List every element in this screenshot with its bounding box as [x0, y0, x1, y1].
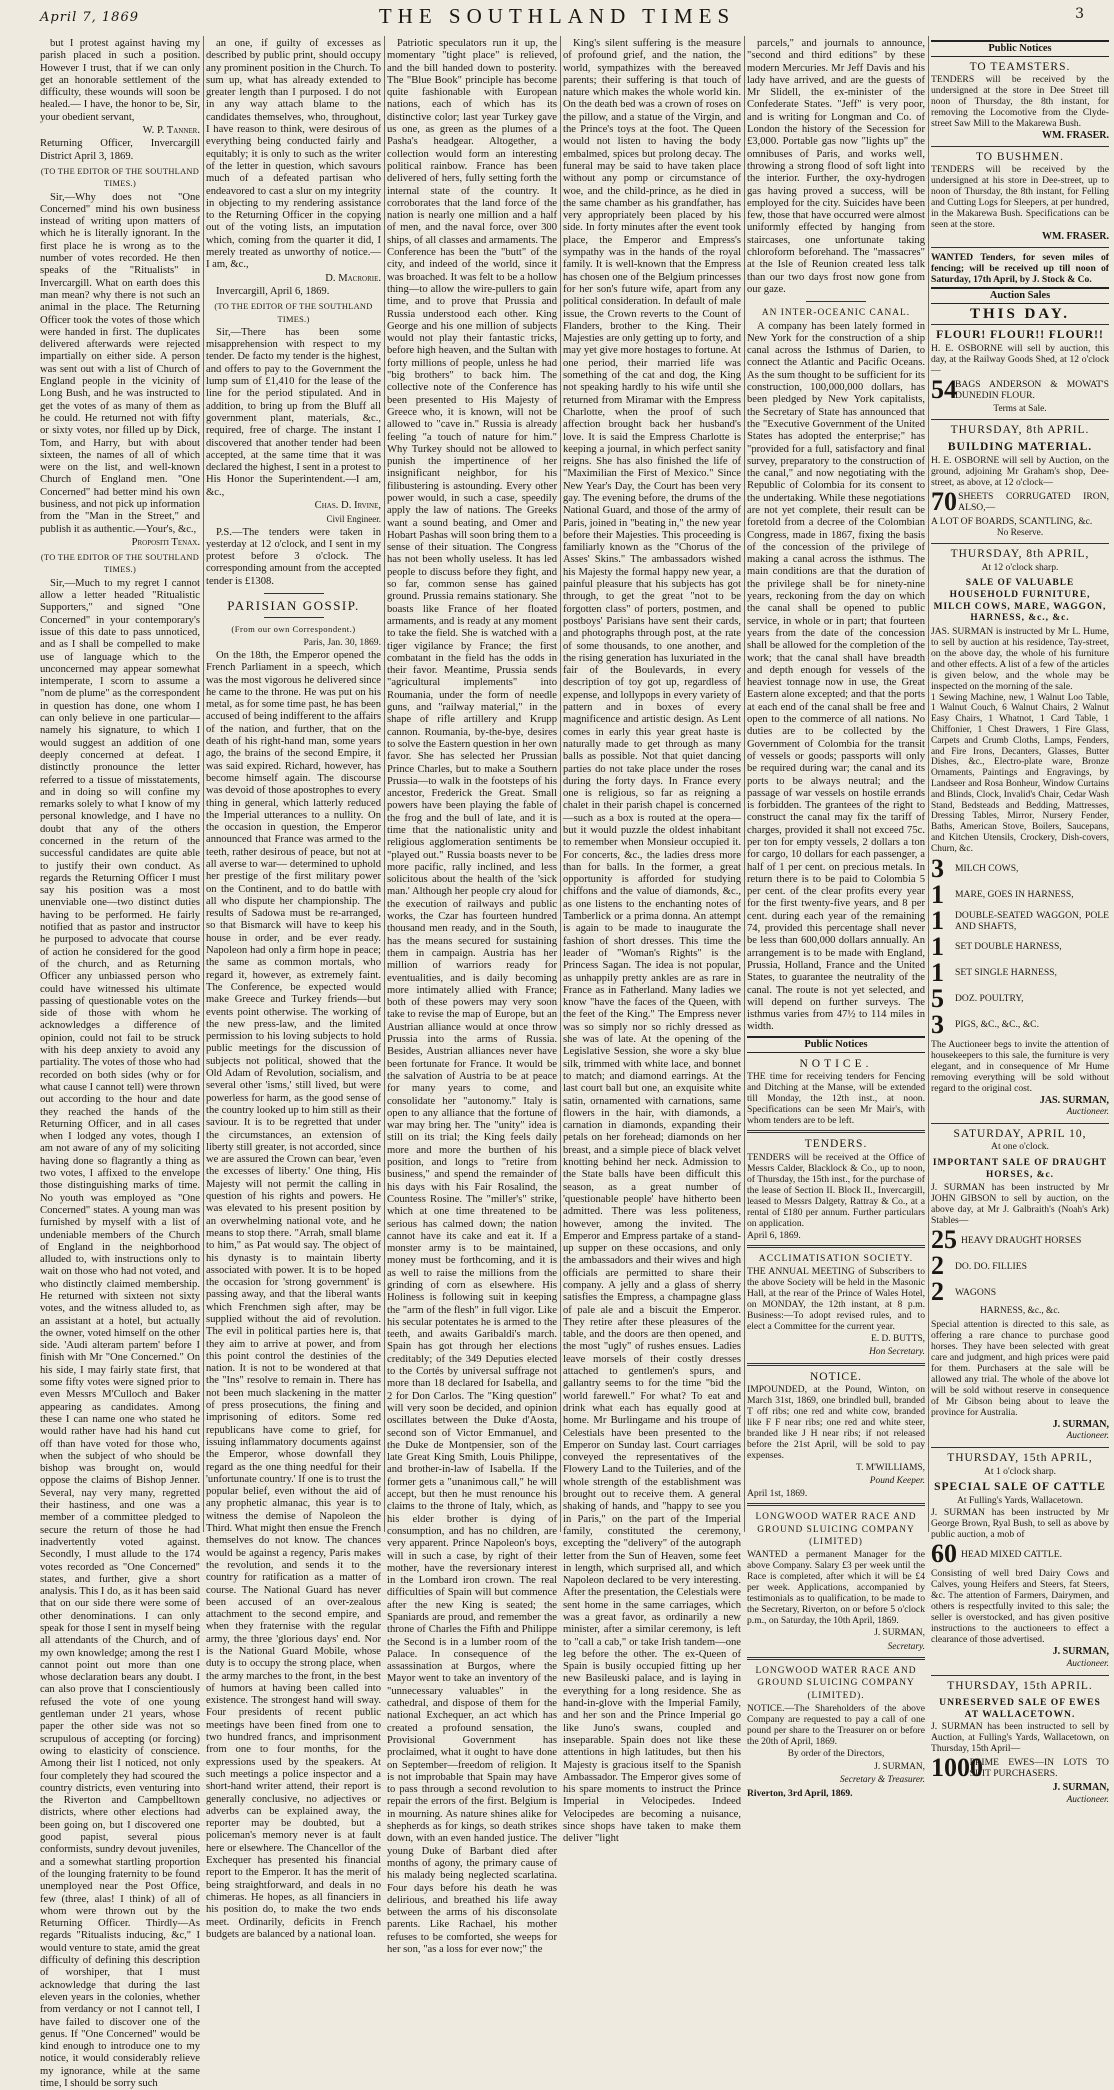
lot-item	[931, 486, 1109, 516]
notice-signature: E. D. BUTTS,	[871, 1333, 925, 1344]
divider	[747, 1657, 925, 1660]
lot-item	[931, 1225, 1109, 1255]
lot-description: WAGONS	[955, 1286, 997, 1298]
ad-title: IMPORTANT SALE OF DRAUGHT HORSES, &c.	[932, 1158, 1108, 1180]
lot-description: SET SINGLE HARNESS,	[955, 967, 1057, 979]
ad-body: H. E. OSBORNE will sell by auction, this day, at the Railway Goods Shed, at 12 o'clock—	[931, 342, 1109, 376]
divider	[806, 301, 866, 302]
lot-quantity: 1	[931, 905, 944, 935]
lot-description: MARE, GOES IN HARNESS,	[955, 889, 1074, 901]
column-4	[563, 38, 741, 1845]
notice-title: NOTICE.	[809, 1370, 863, 1383]
notice-signature: T. M'WILLIAMS,	[856, 1462, 925, 1473]
lot-item	[931, 931, 1109, 961]
lot-description: SET DOUBLE HARNESS,	[955, 941, 1062, 953]
lot-description: SHEETS CORRUGATED IRON, ALSO,—	[958, 490, 1109, 513]
divider	[747, 1245, 925, 1248]
notice-signature-title: Secretary & Treasurer.	[839, 1775, 925, 1786]
letter-body: Sir,—Why does not "One Concerned" mind his own business instead of writing upon matters of which he is literally ignorant. In the first place he is wrong as to the number of votes recorded. He then speaks of the "Ritualists" in Invercargill. What on earth does this man mean? why there is not such an animal in the place. The Returning Officer took the votes of those which were handed in first. The duplicates delivered afterwards were rejected impartially on either side. A person was sent out with a list of Church of England people in the vicinity of Long Bush, and he was instructed to get the votes of as many of them as he could. He returned not with fifty or sixty votes, nor filled up by Dick, Tom, and Harry, but with about sixteen, the names of all of which were on the list, and well-known Church of England men. "One Concerned" had better mind his own business, and not pick up information from the "Man in the Street," and publish it as authentic.—Your's, &c.,	[40, 191, 200, 535]
notice-body: NOTICE.—The Shareholders of the above Company are requested to pay a call of one pound per share to the Treasurer on or before the 20th of April, 1869.	[747, 1702, 925, 1747]
notice-title: NOTICE.	[799, 1058, 873, 1071]
lot-item	[931, 879, 1109, 909]
lot-item	[931, 905, 1109, 935]
notice-signature-title: Secretary.	[887, 1641, 925, 1652]
ad-signature: JAS. SURMAN,	[1039, 1094, 1109, 1106]
ad-title: BUILDING MATERIAL.	[947, 440, 1093, 453]
notice-title: LONGWOOD WATER RACE AND GROUND SLUICING COMPANY (LIMITED).	[755, 1665, 917, 1701]
ad-signature: WM. FRASER.	[1042, 130, 1109, 142]
divider	[931, 419, 1109, 420]
lot-quantity: 3	[931, 853, 944, 883]
newspaper-title: THE SOUTHLAND TIMES	[378, 4, 736, 28]
letter-signature-title: Civil Engineer.	[326, 514, 381, 525]
ad-title: TO BUSHMEN.	[975, 150, 1065, 163]
divider	[931, 324, 1109, 325]
column-rule	[203, 36, 204, 1532]
ad-body: J. SURMAN has been instructed by Mr George Brown, Ryal Bush, to sell as above by public auction, a mob of	[931, 1507, 1109, 1541]
divider	[931, 1675, 1109, 1676]
ad-body: Consisting of well bred Dairy Cows and Calves, young Heifers and Steers, fat Steers, &c. The attention of Farmers, Dairymen, and others is respectfully invited to this sale; the seller is overstocked, and has given positive instructions to the auctioneers to effect a clearance of those advertised.	[931, 1568, 1109, 1646]
section-header-public-notices: Public Notices	[931, 40, 1109, 57]
divider	[264, 593, 324, 594]
letter-dateline: Invercargill, April 6, 1869.	[216, 285, 330, 297]
letter-ending: but I protest against having my parish placed in such a position. However I trust, that if we can only get an honorable settlement of the difficulty, these wounds will soon be healed.— I have, the honor to be, Sir, your obedient servant,	[40, 38, 200, 123]
letter-signature: Propositi Tenax.	[131, 536, 200, 548]
lot-description: HEAVY DRAUGHT HORSES	[961, 1234, 1082, 1246]
lot-item	[931, 1009, 1109, 1039]
notice-body: WANTED a permanent Manager for the above Company. Salary £3 per week until the Race is completed, after which it will be £4 per week. Applications, accompanied by testimonials as to qualification, to be made to the Secretary, Riverton, on or before 5 o'clock p.m., on Saturday, the 10th April, 1869.	[747, 1549, 925, 1627]
column-rule	[384, 36, 385, 1532]
ad-body: Special attention is directed to this sale, as offering a rare chance to purchase good horses. They have been selected with great care and judgment, and high prices were paid for them. Purchasers at the sale will be allowed any trial. The whole of the above lot will be sold without reserve in consequence of Mr Gibson being about to leave the province for Australia.	[931, 1318, 1109, 1418]
lot-description: HEAD MIXED CATTLE.	[961, 1548, 1062, 1560]
ad-title: SALE OF VALUABLE HOUSEHOLD FURNITURE, MILCH COWS, MARE, WAGGON, HARNESS, &c., &c.	[933, 578, 1107, 624]
notice-date: April 6, 1869.	[747, 1229, 801, 1241]
ad-body: H. E. OSBORNE will sell by Auction, on the ground, adjoining Mr Graham's shop, Dee-street, as above, at 12 o'clock—	[931, 454, 1109, 488]
lot-item	[931, 1539, 1109, 1569]
letter-body: Sir,—Much to my regret I cannot allow a letter headed "Ritualistic Supporters," and signed "One Concerned" in your contemporary's issue of this date to pass unnoticed, and as I shall be compelled to make use of language which to the unconcerned may appear somewhat intemperate, I scorn to assume a "nom de plume" as the correspondent in question has done, one whom I can only believe in one particular—namely his signature, to which I would suggest an addition of one deeply concerned at defeat. I distinctly pronounce the letter referred to a tissue of misstatements, and in doing so will confine my remarks solely to what I know of my personal knowledge, and I have no doubt that any of the others concerned in the return of the successful candidates are quite able to justify their own conduct. As regards the Returning Officer I must say his position was a most unenviable one—two distinct duties having to be performed. He fairly notified that as pastor and instructor he purposed to advocate that course of action he considered for the good of the church, and as Returning Officer any unbiassed person who could have witnessed his ultimate passing of questionable votes on the side of those with whom he acknowledges a difference of opinion, could not fail to be struck with his deep anxiety to avoid any partiality. The votes of those who had recorded on both sides (why or for what cause I cannot tell) were thrown out according to the hour and date they reached the hands of the Returning Officer, and in all cases when I lodged any votes, though I am not aware of any of my soliciting having done so flagrantly a thing as two votes, I affixed to the envelope those distinguishing marks of time. No youth was employed as "One Concerned" states. A young man was furnished by myself with a list of undeniable members of the Church of England in the neighborhood alluded to, with instructions only to wait on those who had not voted, and who distinctly claimed membership. He returned with sixteen not sixty votes, and the witness alluded to, as an assistant at a hotel, but actually the owner, voted himself on the other side. 'Audi alteram partem' before I finish with Mr "One Concerned." On his side, I may fairly state first, that some fifty votes were signed prior to even Messrs M'Culloch and Baker appearing as candidates. Among these I can name one who stated he would rather have had his hand cut off than have voted for those who, when the subject of who should be bishop was brought on, would oppose the claims of Bishop Jenner. Several, nay very many, regretted their hastiness, and one was a member of a committee pledged to secure the return of those he had inadvertently voted against. Secondly, I must allude to the 174 votes recorded as "One Concerned" states, and further, give a short analysis. This I do, as it has been said that on our side there were some of other denominations. I can only speak for those I sent in myself being all attendants of the Church, and of my own knowledge; among the rest I cannot point out more than one whose declaration bears any doubt. I can also prove that I conscientiously refused the vote of one young gentleman under 21 years, whose paper the other side was not so scrupulous of accepting (or forcing) owing to elasticity of conscience. Among their list I noticed, not only four completely they had scoured the country districts, even venturing into the Riverton and Campbelltown districts, where other elections had been going on, but I discovered one good papist, several pious conformists, sundry devout juveniles, and a somewhat startling proportion of the lounging fraternity to be found unemployed near the Post Office, few (three, alas! I think) of all of whom were thrown out by the Returning Officer. Thirdly—As regards "Ritualists inducing, &c," I would venture to state, amid the great difficulty of defining this description of worshiper, that I must acknowledge that during the last eleven years in the colonies, whether from verdancy or not I cannot tell, I have failed to discover one of the genus. If "One Concerned" would be kind enough to introduce one to my notice, it would considerably relieve my ignorance, while at the same time, I should be sorry such	[40, 577, 200, 2089]
section-header-public-notices: Public Notices	[747, 1036, 925, 1053]
ad-body: The Auctioneer begs to invite the attention of housekeepers to this sale, the furniture is very elegant, and in consequence of Mr Hume removing everything will be sold without regard to the original cost.	[931, 1038, 1109, 1094]
lot-item	[931, 1277, 1109, 1307]
ad-title: FLOUR! FLOUR!! FLOUR!!	[936, 329, 1104, 342]
lot-quantity: 1000	[931, 1753, 983, 1783]
notice-date: April 1st, 1869.	[747, 1488, 808, 1500]
ad-body: J. SURMAN has been instructed to sell by Auction, at Fulling's Yards, Wallacetown, on Thursday, 15th April—	[931, 1721, 1109, 1755]
column-5	[747, 38, 925, 1799]
postscript: P.S.—The tenders were taken in yesterday at 12 o'clock, and I sent in my protest before 3 o'clock. The corresponding amount from the accepted tender is £1308.	[206, 526, 381, 587]
lot-description: PIGS, &C., &C., &C.	[955, 1019, 1039, 1031]
lot-quantity: 2	[931, 1251, 944, 1281]
ad-title: THURSDAY, 8th APRIL,	[950, 548, 1090, 561]
divider	[931, 543, 1109, 544]
lot-description: A LOT OF BOARDS, SCANTLING, &c.	[931, 515, 1093, 527]
column-rule	[744, 36, 745, 1532]
notice-date: Riverton, 3rd April, 1869.	[747, 1787, 853, 1799]
lot-item	[931, 957, 1109, 987]
notice-signature: J. SURMAN,	[874, 1762, 925, 1773]
article-byline: (From our own Correspondent.)	[231, 624, 356, 635]
divider	[747, 1363, 925, 1366]
divider	[931, 146, 1109, 147]
column-2	[206, 38, 381, 1940]
lot-quantity: 54	[931, 374, 957, 404]
ad-body: TENDERS will be received by the undersigned at the store in Dee Street till noon of Thursday, the 8th instant, for removing the Locomotive from the Clyde-street Saw Mill to the Makarewa Bush.	[931, 74, 1109, 130]
page-number: 3	[1075, 6, 1084, 22]
notice-order: By order of the Directors,	[787, 1748, 885, 1759]
lot-description: HARNESS, &c., &c.	[980, 1306, 1060, 1317]
ad-title: THURSDAY, 15th APRIL,	[947, 1451, 1093, 1464]
lot-item	[931, 1251, 1109, 1281]
letter-signature-title: Returning Officer, Invercargill District April 3, 1869.	[40, 138, 200, 162]
sale-terms: Terms at Sale.	[993, 403, 1047, 414]
lot-item	[931, 1753, 1109, 1783]
lot-description: BAGS ANDERSON & MOWAT'S DUNEDIN FLOUR.	[955, 378, 1109, 401]
lot-item	[931, 853, 1109, 883]
notice-title: LONGWOOD WATER RACE AND GROUND SLUICING COMPANY (LIMITED)	[755, 1512, 917, 1548]
lot-quantity: 3	[931, 1009, 944, 1039]
section-header-auction-sales: Auction Sales	[931, 287, 1109, 304]
lot-quantity: 25	[931, 1225, 957, 1255]
ad-time: At 1 o'clock sharp.	[983, 1465, 1057, 1477]
column-6	[931, 38, 1109, 1805]
ad-signature: J. SURMAN,	[1052, 1782, 1109, 1794]
sale-terms: No Reserve.	[996, 527, 1044, 538]
lot-quantity: 1	[931, 931, 944, 961]
lot-description: MILCH COWS,	[955, 863, 1019, 875]
notice-body: IMPOUNDED, at the Pound, Winton, on March 31st, 1869, one brindled bull, branded T off ribs; one red and white cow, branded like F F near ribs; one red and white steer, branded like J H near ribs; if not released before the 21st April, will be sold to pay expenses.	[747, 1383, 925, 1461]
article-body: Patriotic speculators run it up, the momentary "tight place" is relieved, and the bill handed down to posterity. The "Blue Book" principle has become quite fashionable with European nations, each of which has its distinctive color; last year Turkey gave us one, as green as the plumes of a Pasha's headgear. Altogether, a collection would form an interesting political rainbow. France has been delivered of hers, fully setting forth the internal state of the country. It corroborates that the land force of the nation is nearly one million and a half of men, and the naval force, over 300 ships, of all classes and armaments. The Conference has been the "butt" of the city, and indeed of the world, since it was broached. It was felt to be a hollow thing—to allow the wire-pullers to gain time, and to prove that Prussia and Russia understood each other. King George and his one million of subjects would not play their fantastic tricks, before high heaven, and the Sultan with forty millions of people, unless he had "big brothers" to back him. The collective note of the Conference has been presented to His Majesty of Greece who, it is known, will not be allowed to "cave in." Russia is already feeling "a touch of nature for him." Why Turkey should not be allowed to punish the impertinence of her insignificant neighbor, for his filibustering is astounding. Every other power would, in such a case, speedily apply the law of nations. The Greeks want a sound beating, and Omer and Hobart Pashas will soon bring them to a sense of their situation. The Congress has not been wholly useless. It has led people to discuss before they fight, and so far, common sense has gained ground. Prussia remains stationary. She boasts like France of her floated armaments, and is ready at any moment to take the field. She is watched with a tiger vigilance by France; the first combatant in the field has the odds in their favor. Meantime, Prussia sends "agricultural implements" into Roumania, under the form of needle guns, and "railway material," in the shape of rifle artillery and Krupp cannon. Roumania, by-the-bye, desires to solve the Eastern question in her own favor. She has selected her Prussian Prince Charles, but to make a Southern Prussia—to walk in the footsteps of his ancestor, Frederick the Great. Small powers have been playing the fable of the frog and the bull of late, and it is time that the nationalistic unity and religious agglomeration sentiments be "played out." Russia boasts never to be more pacific, rally inclined, and less solicitous about the health of the 'sick man.' Although her people cry aloud for the execution of railways and public works, the Czar has fourteen hundred thousand men ready, and in the South, has the means secured for sustaining them in campaign. Austria has her million of warriors ready for eventualities, and is daily becoming more intimately allied with France; both of these powers may very soon take to revise the map of Europe, but an Austrian alliance would at once throw Prussia into the arms of Russia. Besides, Austrian alliances never have been fortunate for France. It would be the salvation of Austria to be at peace for many years to come, and consolidate her "autonomy." Italy is open to any alliance that the fortune of war may bring her. The "unity" idea is still on its trial; the King feels daily more and more the burthen of his position, and longs to "retire from business," and spend the remainder of his days with his Fair Rosalind, the Countess Rosine. The "miller's" strike, which at one time threatened to be serious has calmed down; the nation cannot have its cake and eat it. If a monster army is to be maintained, money must be forthcoming, and it is as well to raise the millions from the grinding of corn as elsewhere. His Holiness is following suit in keeping the "arm of the flesh" in full vigor. Like his secular potentates he is armed to the teeth, and awaits Garibaldi's march. Spain has got through her elections creditably; of the 349 Deputies elected to the Cortés by universal suffrage not more than 18 declared for Isabella, and 2 for Don Carlos. The "King question" will very soon be decided, and opinion oscillates between the Duke d'Aosta, second son of Victor Emmanuel, and the Duke de Montpensier, son of the late Great King Smith, Louis Philippe, and brother-in-law of Isabella. If the former gets a "unanimous call," he will accept, but then he must renounce his claims to the throne of Italy, which, as his elder brother is dying of consumption, and has no children, are very apparent. Prince Napoleon's boys, will in such a case, by right of their mother, have the reversionary interest in the Lombard iron crown. The real difficulties of Spain will but commence after the new King is seated; the Spaniards are proud, and remember the throne of Charles the Fifth and Philippe the Second is in a lumber room of the Palace. In consequence of the assassination at Burgos, where the Mayor went to take an inventory of the "unnecessary valuables" in the cathedral, and dispose of them for the national Exchequer, an act which has created a profound sensation, the Provisional Government has proclaimed, what it ought to have done on September—freedom of religion. It is not improbable that Spain may have to pass through a second revolution to repair the errors of the first. Belgium is in mourning. As nature shines alike for shepherds as for kings, so death strikes down, with an even handed justice. The young Duke of Barbant died after months of agony, the primary cause of his malady being neglected scarlatina. Four days before his death he was delirious, and breathed his life away between the arms of his disconsolate parents. Like Rachael, his mother refuses to be comforted, she weeps for her son, "as a loss for ever now;" the	[387, 38, 557, 1956]
issue-date: April 7, 1869	[40, 10, 139, 25]
ad-signature: J. SURMAN,	[1052, 1418, 1109, 1430]
notice-body: TENDERS will be received at the Office of Messrs Calder, Blacklock & Co., up to noon, of Thursday, the 15th inst., for the purchase of the lease of Section II. Block II., Invercargill, leased to Messrs Dalgety, Rattray & Co., at a rental of £180 per annum. Further particulars on application.	[747, 1151, 925, 1229]
ad-title: TO TEAMSTERS.	[969, 60, 1071, 73]
article-headline: AN INTER-OCEANIC CANAL.	[761, 308, 911, 319]
divider	[931, 1123, 1109, 1124]
notice-signature-title: Pound Keeper.	[869, 1476, 925, 1487]
article-headline: PARISIAN GOSSIP.	[227, 598, 360, 614]
lot-quantity: 1	[931, 957, 944, 987]
lot-quantity: 1	[931, 879, 944, 909]
ad-signature-title: Auctioneer.	[1066, 1431, 1109, 1442]
ad-title: UNRESERVED SALE OF EWES AT WALLACETOWN.	[939, 1697, 1101, 1720]
article-body: parcels," and journals to announce, "second and third editions" by these modern Mercuries. Mr Jeff Davis and his lady have arrived, and are the guests of Mr Slidell, the ex-minister of the Confederate States. "Jeff" is very poor, and is writing for Longman and Co. of London the history of the Secession for £3,000. Portable gas now "lights up" the omnibuses of Paris, and works well, throwing a strong flood of soft light into the interior. Further, the oxy-hydrogen gas having proved a success, will be employed for the city. Suicides have been few, those that have occurred were almost uniformly effected by hanging from staircases, one unfortunate taking chloroform beforehand. The "massacres" at the Isle of Reunion created less talk than our two days frost now gone from our gaze.	[747, 38, 925, 295]
lot-quantity: 70	[931, 486, 957, 516]
lot-description: DO. DO. FILLIES	[955, 1260, 1027, 1272]
lot-quantity: 60	[931, 1539, 957, 1569]
ad-title: THURSDAY, 15th APRIL.	[947, 1679, 1093, 1692]
letter-signature: Chas. D. Irvine,	[314, 499, 381, 511]
masthead	[0, 0, 1114, 40]
article-dateline: Paris, Jan. 30, 1869.	[303, 636, 381, 648]
ad-title: THIS DAY.	[969, 305, 1071, 322]
article-body: King's silent suffering is the measure of profound grief, and the nation, the world, sympathizes with the bereaved parents; their suffering is that touch of nature which makes the whole world kin. On the death bed was a crown of roses on the pillow, and a statue of the Virgin, and the Prince's toys at the foot. The Queen would not listen to having the body embalmed, spices but prolong decay. The funeral may be said to have taken place without any pomp or circumstance of woe, and the child-prince, as he died in the same chamber as his grandfather, has very appropriately been placed by his side. In forty minutes after the event took place, the Emperor and Empress's sympathy was in the hands of the royal family. It is well-known that the Empress has chosen one of the Belgium princesses for her son's future wife, apart from any political consideration. In default of male issue, the Crown reverts to the Count of Flanders, brother to the King. Their Majesties are only getting up to forty, and may yet give more hostages to fortune. At one period, their married life was something of the cat and dog, the King not speaking hardly to his wife until she returned from Miramar with the Empress Charlotte, when the proof of such affection brought back her husband's love. It is said the Empress Charlotte is keeping a journal, in which perfect sanity reigns. She has also finished the life of "Maximilian the First of Mexico." Since New Year's Day, the Court has been very gay. The evening before, the drums of the National Guard, and those of the army of Paris, joined in "beating in," the new year before their Majesties. This proceeding is familiarly known as the "Chorus of the Asses' Skins." The ambassadors wished his Majesty the formal happy new year, a painful pleasure that his subjects has got through, to get the great "not to be forgotten class" of porters, postmen, and postboys' Parisians have sent their cards, and photographs through post, at the rate of some thousands, to one another, and the rising generation has luxuriated in the fair of the Boulevards, in every description of toy got up, regardless of expense, and lollypops in every variety of pattern and in boxes of every magnificence and artistic design. As Lent comes in early this year great haste is naturally made to get through as many balls as possible. Not that quiet dancing parties do not take place under the roses during the forty days. In France every one is religious, so far as reigning a chalet in their parish chapel is concerned—such as a box is routed at the opera—but it would puzzle the oldest inhabitant to remember when Monsieur occupied it. For concerts, &c., the ladies dress more than for balls. In the former, a great opportunity is afforded for studying chiffons and the value of diamonds, &c., as one listens to the enchanting notes of Tamberlick or a prima donna. An attempt is again to be made to inaugurate the fashion of short dresses. This time the leader of "Woman's Rights" is the Princess Sagan. The idea is not popular, as unhappily pretty ankles are as rare in France as in Fatherland. Many ladies we know "have the faces of the Queen, with the feet of the King." The Empress never was so simply nor so richly dressed as she was of late. At the opening of the Legislative Session, she wore a sky blue silk, trimmed with white lace, and bonnet to match; and diamond earrings. At the last court ball but one, an exquisite white satin, ornamented with carnations, same flowers in the hair, with diamonds, a carnation in diamonds, expanding their petals on her forehead; diamonds on her breast, and a simple piece of black velvet knotting behind her neck. Admission to the State balls have been difficult this season, as a great number of 'questionable people' have hitherto been admitted. There was less politeness, however, among the invited. The Emperor and Empress partake of a stand-up supper on these occasions, and only the ambassadors and their wives and high officials are permitted to share their company. A jelly and a glass of sherry satisfies the Empress, a champagne glass of pale ale and a biscuit the Emperor. They retire after these pleasures of the table, and the doors are then opened, and the most "ugly" of rushes ensues. Ladies leave morsels of their costly dresses attached to gentlemen's spurs, and gallantry seems to for the time "bid the world farewell." For what? To eat and drink what each has equally good at home. Mr Burlingame and his troupe of Celestials have been presented to the Emperor on Sunday last. Court carriages conveyed the representatives of the Flowery Land to the Tuileries, and of the whole strength of the establishment was brought out to receive them. A general shaking of hands, and "happy to see you in Paris," on the part of the Imperial family, constituted the ceremony, excepting the "delivery" of the autograph letter from the Sun of Heaven, some feet in length, which surprised all, and which Napoleon declared to be very interesting. After the presentation, the Celestials were sent home in the same carriages, which was a great favor, as ordinarily a new minister, after a similar ceremony, is left to "call a cab," or take Irish tandem—one leg before the other. The ex-Queen of Spain is busily occupied fitting up her new Basileuski palace, and is laying in everything for a long residence. She as hand-in-glove with the Imperial Family, and her son and the Prince Imperial go like Juno's swans, coupled and inseparable. Spain does not like these attentions in high latitudes, but then his Majesty is gracious itself to the Spanish Ambassador. The Emperor gives some of his spare moments to instruct the Prince Imperial in Velocipedes. Indeed Velocipedes are becoming a nuisance, since shops have taken to make them deliver "light	[563, 38, 741, 1845]
letter-heading: (TO THE EDITOR OF THE SOUTHLAND TIMES.)	[214, 302, 373, 324]
ad-body: TENDERS will be received by the undersigned at his store in Dee-street, up to noon of Thursday, the 8th instant, for Felling and Cutting Logs for Sleepers, at per hundred, in the Makarewa Bush. Specifications can be seen at the store.	[931, 164, 1109, 231]
notice-body: THE time for receiving tenders for Fencing and Ditching at the Manse, will be extended till Monday, the 12th inst., at noon. Specifications can be seen Mr Mair's, with whom tenders are to be left.	[747, 1071, 925, 1127]
divider	[264, 617, 324, 618]
notice-signature: J. SURMAN,	[874, 1628, 925, 1639]
lot-item	[931, 983, 1109, 1013]
lot-quantity: 2	[931, 1277, 944, 1307]
letter-signature: D. Macrorie.	[325, 272, 381, 284]
ad-signature-title: Auctioneer.	[1066, 1107, 1109, 1118]
lot-description: DOZ. POULTRY,	[955, 993, 1024, 1005]
ad-time: At one o'clock.	[991, 1141, 1049, 1153]
ad-location: At Fulling's Yards, Wallacetown.	[956, 1494, 1084, 1506]
ad-signature-title: Auctioneer.	[1066, 1658, 1109, 1669]
divider	[747, 1130, 925, 1133]
letter-signature: W. P. Tanner.	[142, 125, 200, 137]
column-1	[40, 38, 200, 2089]
column-3	[387, 38, 557, 1956]
column-rule	[560, 36, 561, 1532]
ad-title: SPECIAL SALE OF CATTLE	[934, 1481, 1106, 1494]
ad-body: JAS. SURMAN is instructed by Mr L. Hume, to sell by auction at his residence, Tay-street, on the above day, the whole of his furniture and other effects. A list of a few of the articles is given below, and the whole may be inspected on the morning of the sale.	[931, 625, 1109, 692]
letter-body: an one, if guilty of excesses as described by public print, should occupy any prominent position in the Church. To sum up, what has already extended to greater length than I purposed. I do not in any way attach blame to the candidates themselves, who, throughout, I have reason to think, were desirous of everything being conducted fairly and equitably; it is only to such as the writer of the letter in question, which savours much of a defeated partisan who endeavored to cast a slur on my integrity in objecting to my rendering assistance to the Returning Officer in the copying out of the voting lists, an imputation which, coming from the quarter it did, I merely treated as unworthy of notice.— I am, &c.,	[206, 38, 381, 271]
letter-heading: (TO THE EDITOR OF THE SOUTHLAND TIMES.)	[40, 166, 200, 189]
lot-description: PRIME EWES—IN LOTS TO SUIT PURCHASERS.	[969, 1757, 1109, 1780]
ad-body: J. SURMAN has been instructed by Mr JOHN GIBSON to sell by auction, on the above day, at Mr J. Galbraith's (Noah's Ark) Stables—	[931, 1182, 1109, 1227]
notice-body: THE ANNUAL MEETING of Subscribers to the above Society will be held in the Masonic Hall, at the rear of the Prince of Wales Hotel, on MONDAY, the 12th instant, at 8 p.m. Business:—To adopt revised rules, and to elect a Committee for the current year.	[747, 1265, 925, 1332]
lot-quantity: 5	[931, 983, 944, 1013]
article-body: A company has been lately formed in New York for the construction of a ship canal across the Isthmus of Darien, to connect the Atlantic and Pacific Oceans. As the sum thought to be sufficient for its construction, 100,000,000 dollars, has been pledged by New York capitalists, the Secretary of State has announced that the "Executive Government of the United States has adopted the enterprise;" has "provided for a full, satisfactory and final survey, preparatory to the construction of the canal," and now negotiating with the Republic of Colombia for its consent to the undertaking. While these negotiations are not yet complete, their result can be foretold from a decree of the Colombian Congress, made in 1867, fixing the basis of the concession of the privilege of making a canal across the isthmus. The main conditions are that the duration of the privilege shall be for ninety-nine years, reckoning from the day on which the canal shall be opened to public service, in whole or in part; that fourteen years from the date of the concession shall be allowed for the completion of the work; that the canal shall have breadth and depth enough for vessels of the heaviest tonnage now in use, the Great Eastern alone excepted; and that the ports at each end of the canal shall be free and open to the commerce of all nations. No duties are to be collected by the Government of Colombia for the transit of vessels or goods; passports will only be required during war; the canal and its ports to be always neutral; and the passage of war vessels on hostile errands is forbidden. The grantees of the right to construct the canal may fix the tariff of charges, provided it shall not exceed 75c. per ton for empty vessels, 2 dollars a ton for cargo, 10 dollars for each passenger, a half of 1 per cent. on precious metals. In return there is to be paid to Colombia 5 per cent. of the clear profits every year for the first twenty-five years, and 8 per cent. during each year of the remaining 74, provided this percentage shall never be less than 600,000 dollars annually. An arrangement is to be made with England, Prussia, Holland, France and the United States, to guarantee the neutrality of the canal. The route is not yet selected, and will depend on further surveys. The isthmus varies from 47½ to 114 miles in width.	[747, 320, 925, 1033]
furniture-list: 1 Sewing Machine, new, 1 Walnut Loo Table, 1 Walnut Couch, 6 Walnut Chairs, 2 Walnut Easy Chairs, 1 Whatnot, 1 Card Table, 1 Chiffonier, 1 Chest Drawers, 1 Fire Glass, Carpets and Crumb Cloths, Lamps, Fenders, and Fire Irons, Decanters, Glasses, Butter Dishes, &c., Electro-plate ware, Bronze Ornaments, Paintings and Engravings, by Landseer and Rosa Bonheur, Window Curtains and Blinds, Clock, Invalid's Chair, Cedar Wash Stand, Bedsteads and Bedding, Mattresses, Dressing Tables, Mirror, Nursery Fender, Baths, American Stove, Boilers, Saucepans, and Kitchen Utensils, Crockery, Dish-covers, Churn, &c.	[931, 692, 1109, 854]
ad-title: THURSDAY, 8th APRIL.	[950, 424, 1090, 437]
notice-title: ACCLIMATISATION SOCIETY.	[758, 1252, 914, 1264]
ad-signature: WM. FRASER.	[1042, 231, 1109, 243]
article-body: On the 18th, the Emperor opened the French Parliament in a speech, which was the most vigorous he delivered since he came to the throne. He was put on his metal, as for some time past, he has been accused of being indifferent to the affairs of the nation, and further, that on the death of his right-hand man, some years ago, the brains of the second Empire, it was said expired. Richard, however, has become himself again. The discourse was devoid of those apostrophes to every thing in general, which latterly reduced the Imperial utterances to a nullity. On the occasion in question, the Emperor announced that France was armed to the teeth, rather desirous of peace, but not at all averse to war— determined to uphold her prestige of the first military power on the Continent, and to do battle with all who dispute her championship. The results of Sadowa must be re-arranged, so that Bismarck will have to keep his house in order, and be ever ready. Napoleon had only a firm hope in peace; the same as common mortals, who regard it, however, as extremely faint. The Conference, be expected would make Greece and Turkey friends—but events point otherwise. The working of the new press-law, and the limited permission to his loving subjects to hold public meetings for the discussion of subjects not political, showed that the Old Adam of Revolution, socialism, and several other 'isms,' still lived, but were powerless for harm, as the good sense of the country looked up to him still as their saviour. It is to be regretted that under the circumstances, an extension of liberty still greater, is not accorded, since we are assured the Crown can bear, 'even the excesses of liberty.' One thing, His Majesty will not permit the calling in question of his rights and powers. He was elevated to his present position by an overwhelming national vote, and he means to stop there. "Arrah, small blame to him," as Pat would say. The object of his dynasty is to maintain liberty associated with power. It is to be hoped the occasion for 'strong government' is passing away, and that the liberal wants which Frenchmen sigh after, may be supplied without the aid of revolution. The evil in political parties here is, that they aim to arrive at power, and from this point control the destinies of the nation. It is not to be wondered at that the "Ins" resolve to remain in. There has not been much slackening in the matter of press prosecutions, the fining and imprisoning of editors. Some red republicans have come to grief, for issuing inflammatory documents against the Emperor, whose downfall they regard as the one thing needful for their 'unfortunate country.' If one is to trust the popular belief, even without the aid of any prophetic almanac, this year is to witness the demise of Napoleon the Third. What might then ensue the French themselves do not know. The chances would be against a regency, Paris makes the revolution, and sends it to the country for ratification as a matter of course. The National Guard has never been accused of an over-zealous attachment to the second empire, and when they fraternise with the regular army, the three 'glorious days' end. Nor is the National Guard Mobile, whose duty is to occupy the strong place, when the army marches to the front, in the best of humors at having been called into existence. The strongest hand will sway. Four presidents of recent public meetings have been fined from one to two hundred francs, and imprisonment from one to four months, for the expressions used by the speakers. At such meetings a police inspector and a short-hand writer attend, their report is generally conclusive, no adjectives or adverbs can be explained away, the reporter may be doubted, but a policeman's memory never is at fault here or elsewhere. The Chancellor of the Exchequer has presented his financial report to the Emperor. It has the merit of being straightforward, and deals in no chimeras. He hopes, as all financiers in his position do, to make the two ends meet. Ordinarily, deficits in French budgets are balanced by a national loan.	[206, 649, 381, 1940]
notice-signature-title: Hon Secretary.	[869, 1347, 925, 1358]
notice-title: TENDERS.	[804, 1138, 868, 1151]
ad-signature: J. SURMAN,	[1052, 1646, 1109, 1658]
divider	[747, 1503, 925, 1506]
divider	[931, 1447, 1109, 1448]
ad-signature-title: Auctioneer.	[1066, 1794, 1109, 1805]
lot-item	[931, 374, 1109, 404]
letter-body: Sir,—There has been some misapprehension with respect to my tender. De facto my tender is the highest, and offers to pay to the Government the lump sum of £1,410 for the lease of the line for the period stipulated. And in addition, to bring up from the Bluff all government plant, materials, &c., required, free of charge. The instant I discovered that another tender had been accepted, at the same time that it was declared the highest, I sent in a protest to His Honor the Superintendent.—I am, &c.,	[206, 326, 381, 498]
ad-body: WANTED Tenders, for seven miles of fencing; will be received up till noon of Saturday, 17th April, by J. Stock & Co.	[931, 251, 1109, 285]
lot-description: DOUBLE-SEATED WAGGON, POLE AND SHAFTS,	[955, 909, 1109, 932]
letter-heading: (TO THE EDITOR OF THE SOUTHLAND TIMES.)	[40, 553, 200, 575]
ad-title: SATURDAY, APRIL 10,	[953, 1127, 1087, 1140]
column-rule	[928, 36, 929, 1532]
divider	[931, 247, 1109, 248]
ad-time: At 12 o'clock sharp.	[981, 561, 1059, 573]
